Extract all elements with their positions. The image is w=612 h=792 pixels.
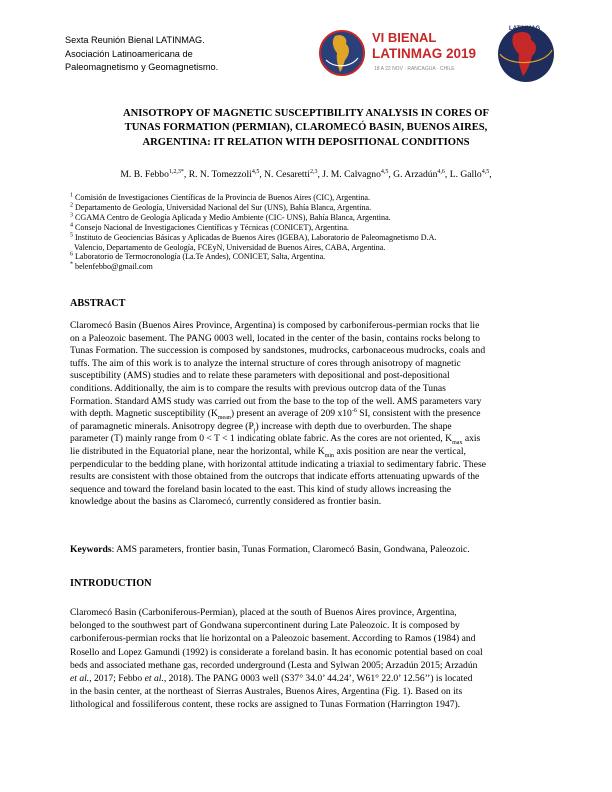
abstract-line: knowledge about the basins as Claromecó, currently considered as frontier basin. <box>70 496 382 508</box>
author-name: G. Arzadún <box>393 169 438 180</box>
affiliation-mark: 2 <box>70 202 73 209</box>
abstract-line <box>70 408 542 421</box>
intro-line: beds and associated methane gas, recorded underground (Lesta and Sylwan 2005; Arzadún 2015; Arzadún <box>70 659 478 671</box>
abstract-text: SI, consistent with the presence <box>356 408 481 420</box>
citation-etal: et al. <box>70 673 90 685</box>
emblem-icon <box>320 31 364 75</box>
subscript: max <box>452 440 463 447</box>
affiliation-item <box>70 213 550 223</box>
abstract-text: of paramagnetic minerals. Anisotropy degree (P <box>70 420 254 432</box>
abstract-line <box>70 446 542 459</box>
logo-brand: LATINMAG <box>509 26 541 32</box>
affiliation-mark: 3 <box>70 212 73 219</box>
intro-text: , 2018). The PANG 0003 well (S37° 34.0’ 44.24’, W61° 22.0’ 12.56’’) is located <box>163 673 473 685</box>
author-name: M. B. Febbo <box>120 169 169 180</box>
affiliation-item <box>70 203 550 213</box>
intro-line: in the basin center, at the northeast of Sierras Australes, Buenos Aires, Argentina (Fig. 1). Based on its <box>70 686 463 698</box>
abstract-line: on a Paleozoic basement. The PANG 0003 well, located in the center of the basin, contains rocks belong to <box>70 332 481 344</box>
affiliation-mark: 4 <box>70 222 73 229</box>
affiliation-text: Laboratorio de Termocronología (La.Te Andes), CONICET, Salta, Argentina. <box>75 252 326 262</box>
affiliation-text: Instituto de Geociencias Básicas y Aplicadas de Buenos Aires (IGEBA), Laboratorio de Paleomagnetismo D.A. <box>75 232 437 242</box>
abstract-line: Formation. Standard AMS study was carried out from the base to the top of the well. AMS parameters vary <box>70 395 482 407</box>
intro-line: lithological and fossiliferous content, these rocks are assigned to Tunas Formation (Harrington 1947). <box>70 699 461 711</box>
abstract-line: perpendicular to the bedding plane, with horizontal attitude indicating a triaxial to sedimentary fabric. These <box>70 458 486 470</box>
title-line: TUNAS FORMATION (PERMIAN), CLAROMECÓ BASIN, BUENOS AIRES, <box>124 122 488 134</box>
intro-line: Claromecó Basin (Carboniferous-Permian), placed at the south of Buenos Aires province, Argentina, <box>70 607 457 618</box>
logo-dates: 18 A 22 NOV · RANCAGUA · CHILE <box>374 66 455 72</box>
author-affiliation-mark: 4,5 <box>481 168 490 175</box>
abstract-line: Tunas Formation. The succession is composed by sandstones, mudrocks, carbonaceous mudrocks, coals and <box>70 345 486 357</box>
abstract-text: axis position are near the vertical, <box>334 445 466 457</box>
author-affiliation-mark: 2,3 <box>309 168 318 175</box>
affiliation-item <box>70 262 550 272</box>
title-line: ANISOTROPY OF MAGNETIC SUSCEPTIBILITY ANALYSIS IN CORES OF <box>122 108 490 119</box>
corresponding-email: belenfebbo@gmail.com <box>75 262 153 272</box>
header-line: Asociación Latinoamericana de <box>65 48 193 59</box>
abstract-text: lie distributed in the Equatorial plane, near the horizontal, while K <box>70 445 325 457</box>
author-affiliation-mark: 4,6 <box>437 168 445 175</box>
keywords <box>70 544 542 555</box>
affiliation-mark: 6 <box>70 251 73 258</box>
subscript: mean <box>217 415 231 422</box>
intro-line: carboniferous-permian rocks that lie horizontal on a Paleozoic basement. According to Ramos (1984) and <box>70 633 476 645</box>
author-affiliation-mark: 4,5 <box>380 168 389 175</box>
introduction-heading: INTRODUCTION <box>70 578 152 589</box>
affiliation-text: Valencio, Departamento de Geología, FCEyN, Universidad de Buenos Aires, CABA, Argentina. <box>74 242 386 252</box>
affiliation-item <box>70 252 550 262</box>
abstract-line: results are consistent with those obtained from the outcrops that indicate efforts attenuating upwards of the <box>70 471 480 483</box>
abstract-text: parameter (T) mainly range from 0 < T < 1 indicating oblate fabric. As the cores are not oriented, K <box>70 433 453 445</box>
paper-title <box>75 107 537 150</box>
affiliations <box>70 193 550 272</box>
introduction-body <box>70 606 542 712</box>
keywords-label: Keywords <box>70 544 112 555</box>
logo-latinmag-2019: LATINMAG 2019 <box>372 46 477 61</box>
affiliation-item <box>70 243 550 253</box>
conference-header <box>65 34 218 75</box>
author-name: N. Cesaretti <box>264 169 310 180</box>
keywords-text: : AMS parameters, frontier basin, Tunas Formation, Claromecó Basin, Gondwana, Paleozoic. <box>111 544 470 555</box>
subscript: min <box>324 452 335 459</box>
intro-text: , 2017; Febbo <box>89 673 145 685</box>
abstract-line: sequence and toward the foreland basin located to the east. This kind of study allows increasing the <box>70 483 452 495</box>
logo-vi-bienal: VI BIENAL <box>372 30 437 45</box>
affiliation-item <box>70 223 550 233</box>
intro-line: Rosello and Lopez Gamundi (1992) is considerate a foreland basin. It has economic potential based on coal <box>70 646 483 658</box>
header-line: Sexta Reunión Bienal LATINMAG. <box>65 35 205 45</box>
abstract-text: with depth. Magnetic susceptibility (K <box>70 408 218 420</box>
affiliation-mark: 1 <box>70 192 73 199</box>
author-affiliation-mark: 4,5 <box>251 168 260 175</box>
affiliation-mark: 5 <box>70 231 73 238</box>
citation-etal: et al. <box>144 673 164 685</box>
header-line: Paleomagnetismo y Geomagnetismo. <box>65 62 219 72</box>
author-name: J. M. Calvagno <box>322 169 381 180</box>
author-name: L. Gallo <box>449 169 482 180</box>
intro-line: belonged to the southwest part of Gondwana supercontinent during Late Paleozoic. It is composed by <box>70 620 460 632</box>
abstract-text: ) increase with depth due to overburden. The shape <box>255 420 452 432</box>
latinmag-globe-icon <box>498 26 554 82</box>
abstract-line: Claromecó Basin (Buenos Aires Province, Argentina) is composed by carboniferous-permian rocks that lie <box>70 320 480 331</box>
affiliation-text: Departamento de Geología, Universidad Nacional del Sur (UNS), Bahía Blanca, Argentina. <box>75 202 372 212</box>
abstract-line: susceptibility (AMS) studies and to relate these parameters with depositional and post-depositional <box>70 370 450 382</box>
conference-logo <box>318 20 558 88</box>
abstract-line <box>70 421 542 434</box>
affiliation-item <box>70 193 550 203</box>
abstract-line: conditions. Additionally, the aim is to compare the results with previous outcrop data of the Tunas <box>70 382 446 394</box>
author-list: M. B. Febbo$^{1,2,3*}$, R. N. Tomezzoli$^{4,5}$, N. Cesaretti$^{2,3}$, J. M. Calvagno$^{4,5}$, G. Arzadún$^{4,6}$, L. Gallo$^{4,5}$, <box>120 168 492 180</box>
abstract-line <box>70 433 542 446</box>
abstract-heading: ABSTRACT <box>70 298 126 309</box>
abstract-text: axis <box>462 433 481 445</box>
intro-line <box>70 672 542 685</box>
abstract-line: tuffs. The aim of this work is to analyze the internal structure of cores through anisotropy of magnetic <box>70 357 461 369</box>
title-line: ARGENTINA: IT RELATION WITH DEPOSITIONAL CONDITIONS <box>142 136 470 148</box>
superscript: -6 <box>351 407 357 414</box>
author-affiliation-mark: 1,2,3* <box>168 168 184 175</box>
author-name: R. N. Tomezzoli <box>188 169 252 180</box>
affiliation-mark: * <box>70 261 73 268</box>
affiliation-text: Consejo Nacional de Investigaciones Científicas y Técnicas (CONICET), Argentina. <box>75 222 349 232</box>
abstract-text: ) present an average of 209 x10 <box>230 408 352 420</box>
subscript: j <box>253 427 256 434</box>
abstract-body <box>70 320 542 509</box>
logo-graphic <box>318 20 558 88</box>
affiliation-text: CGAMA Centro de Geología Aplicada y Medio Ambiente (CIC- UNS), Bahía Blanca, Argentina. <box>75 212 391 222</box>
affiliation-item <box>70 233 550 243</box>
affiliation-text: Comisión de Investigaciones Científicas de la Provincia de Buenos Aires (CIC), Argentina. <box>75 193 371 202</box>
